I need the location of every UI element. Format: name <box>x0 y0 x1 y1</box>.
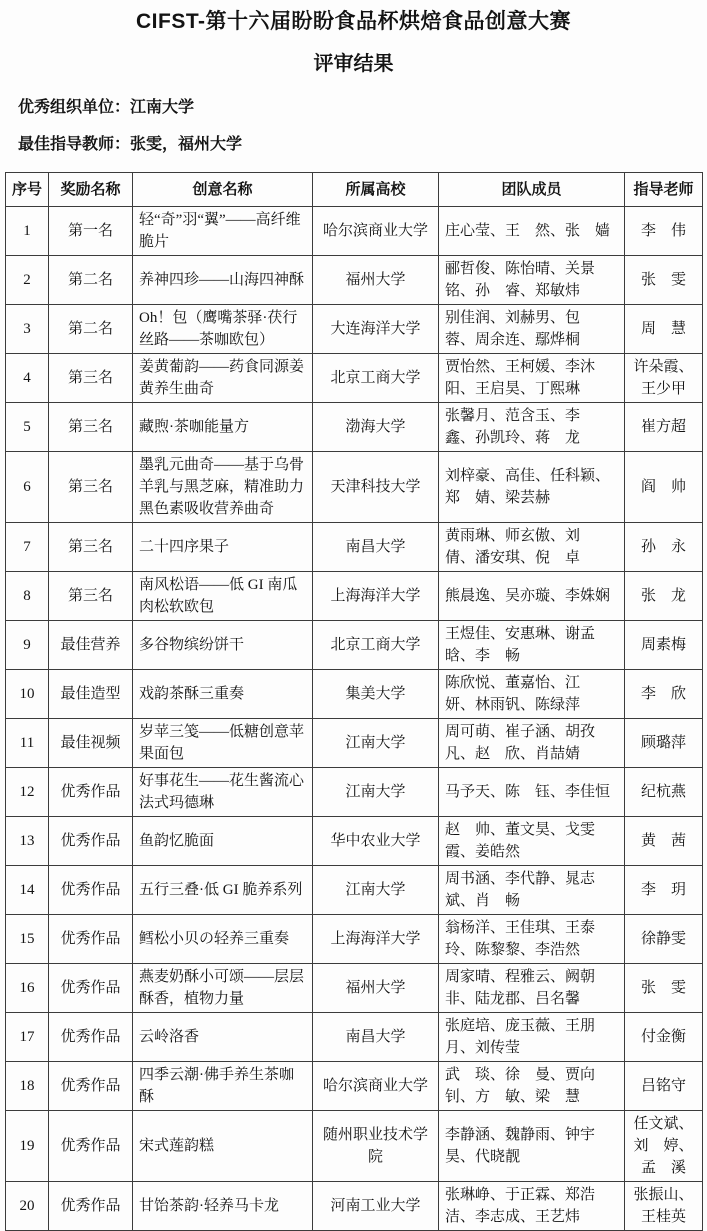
cell-university: 河南工业大学 <box>313 1182 439 1231</box>
cell-advisor: 李 伟 <box>625 207 703 256</box>
cell-team-members: 张庭培、庞玉薇、王朋月、刘传莹 <box>439 1013 625 1062</box>
table-row <box>6 403 703 452</box>
table-row <box>6 1062 703 1111</box>
table-row <box>6 719 703 768</box>
cell-advisor: 周素梅 <box>625 621 703 670</box>
cell-university: 上海海洋大学 <box>313 915 439 964</box>
cell-university: 北京工商大学 <box>313 621 439 670</box>
cell-advisor: 李 欣 <box>625 670 703 719</box>
table-row <box>6 915 703 964</box>
cell-serial-number: 19 <box>6 1111 49 1182</box>
cell-advisor: 纪杭燕 <box>625 768 703 817</box>
header-award-name: 奖励名称 <box>49 173 133 207</box>
notes-block <box>18 98 707 154</box>
table-row <box>6 572 703 621</box>
cell-advisor: 徐静雯 <box>625 915 703 964</box>
cell-creative-name: 五行三叠·低 GI 脆养系列 <box>133 866 313 915</box>
cell-university: 哈尔滨商业大学 <box>313 207 439 256</box>
cell-award-name: 第三名 <box>49 572 133 621</box>
cell-serial-number: 3 <box>6 305 49 354</box>
cell-award-name: 第三名 <box>49 452 133 523</box>
cell-team-members: 赵 帅、董文昊、戈雯霞、姜皓然 <box>439 817 625 866</box>
header-team-members: 团队成员 <box>439 173 625 207</box>
cell-serial-number: 1 <box>6 207 49 256</box>
cell-team-members: 张琳峥、于正霖、郑浩洁、李志成、王艺炜 <box>439 1182 625 1231</box>
cell-creative-name: 墨乳元曲奇——基于乌骨羊乳与黑芝麻，精准助力黑色素吸收营养曲奇 <box>133 452 313 523</box>
cell-team-members: 王煜佳、安惠琳、谢孟晗、李 畅 <box>439 621 625 670</box>
cell-award-name: 优秀作品 <box>49 1062 133 1111</box>
cell-team-members: 李静涵、魏静雨、钟宇昊、代晓靓 <box>439 1111 625 1182</box>
cell-university: 华中农业大学 <box>313 817 439 866</box>
table-row <box>6 866 703 915</box>
cell-serial-number: 11 <box>6 719 49 768</box>
cell-advisor: 张 雯 <box>625 964 703 1013</box>
cell-creative-name: 二十四序果子 <box>133 523 313 572</box>
cell-award-name: 第二名 <box>49 256 133 305</box>
table-row <box>6 1182 703 1231</box>
cell-university: 福州大学 <box>313 256 439 305</box>
cell-award-name: 优秀作品 <box>49 817 133 866</box>
table-row <box>6 452 703 523</box>
cell-creative-name: 岁苹三笺——低糖创意苹果面包 <box>133 719 313 768</box>
cell-team-members: 周家晴、程雅云、阙朝非、陆龙郡、吕名馨 <box>439 964 625 1013</box>
cell-university: 天津科技大学 <box>313 452 439 523</box>
cell-advisor: 孙 永 <box>625 523 703 572</box>
cell-team-members: 贾怡然、王柯媛、李沐阳、王启昊、丁熙琳 <box>439 354 625 403</box>
results-table <box>5 172 703 1231</box>
cell-university: 福州大学 <box>313 964 439 1013</box>
cell-award-name: 优秀作品 <box>49 768 133 817</box>
cell-university: 江南大学 <box>313 768 439 817</box>
cell-creative-name: 藏煦·茶咖能量方 <box>133 403 313 452</box>
cell-team-members: 庄心莹、王 然、张 嫱 <box>439 207 625 256</box>
cell-team-members: 张馨月、范含玉、李 鑫、孙凯玲、蒋 龙 <box>439 403 625 452</box>
cell-award-name: 第三名 <box>49 403 133 452</box>
cell-team-members: 武 琰、徐 曼、贾向钊、方 敏、梁 慧 <box>439 1062 625 1111</box>
cell-creative-name: 四季云潮·佛手养生茶咖酥 <box>133 1062 313 1111</box>
cell-serial-number: 13 <box>6 817 49 866</box>
header-advisor: 指导老师 <box>625 173 703 207</box>
cell-advisor: 阎 帅 <box>625 452 703 523</box>
cell-award-name: 优秀作品 <box>49 866 133 915</box>
table-row <box>6 256 703 305</box>
cell-advisor: 周 慧 <box>625 305 703 354</box>
cell-award-name: 最佳造型 <box>49 670 133 719</box>
cell-award-name: 最佳视频 <box>49 719 133 768</box>
cell-serial-number: 9 <box>6 621 49 670</box>
cell-creative-name: 戏韵茶酥三重奏 <box>133 670 313 719</box>
cell-award-name: 优秀作品 <box>49 915 133 964</box>
cell-serial-number: 15 <box>6 915 49 964</box>
table-row <box>6 670 703 719</box>
table-row <box>6 305 703 354</box>
cell-university: 北京工商大学 <box>313 354 439 403</box>
table-row <box>6 1013 703 1062</box>
cell-serial-number: 17 <box>6 1013 49 1062</box>
cell-creative-name: 鳕松小贝の轻养三重奏 <box>133 915 313 964</box>
cell-serial-number: 16 <box>6 964 49 1013</box>
page-subtitle: 评审结果 <box>313 53 394 75</box>
cell-team-members: 别佳润、刘赫男、包 蓉、周余连、鄢烨桐 <box>439 305 625 354</box>
cell-serial-number: 14 <box>6 866 49 915</box>
cell-team-members: 周书涵、李代静、晁志斌、肖 畅 <box>439 866 625 915</box>
table-row <box>6 621 703 670</box>
cell-serial-number: 5 <box>6 403 49 452</box>
cell-award-name: 第一名 <box>49 207 133 256</box>
cell-advisor: 张 雯 <box>625 256 703 305</box>
cell-university: 哈尔滨商业大学 <box>313 1062 439 1111</box>
cell-creative-name: 姜黄葡韵——药食同源姜黄养生曲奇 <box>133 354 313 403</box>
cell-creative-name: 云岭洛香 <box>133 1013 313 1062</box>
cell-university: 上海海洋大学 <box>313 572 439 621</box>
cell-team-members: 陈欣悦、董嘉怡、江 妍、林雨钒、陈绿萍 <box>439 670 625 719</box>
cell-serial-number: 7 <box>6 523 49 572</box>
cell-university: 随州职业技术学院 <box>313 1111 439 1182</box>
cell-team-members: 黄雨琳、师玄傲、刘 倩、潘安琪、倪 卓 <box>439 523 625 572</box>
cell-team-members: 刘梓豪、高佳、任科颖、郑 婧、梁芸赫 <box>439 452 625 523</box>
cell-team-members: 翁杨洋、王佳琪、王泰玲、陈黎黎、李浩然 <box>439 915 625 964</box>
cell-university: 集美大学 <box>313 670 439 719</box>
cell-advisor: 张 龙 <box>625 572 703 621</box>
cell-creative-name: 宋式莲韵糕 <box>133 1111 313 1182</box>
cell-university: 渤海大学 <box>313 403 439 452</box>
table-row <box>6 354 703 403</box>
results-table-body <box>6 207 703 1231</box>
note-best-advisor: 最佳指导教师：张雯，福州大学 <box>18 136 243 153</box>
table-row <box>6 523 703 572</box>
header-creative-name: 创意名称 <box>133 173 313 207</box>
page-title: CIFST-第十六届盼盼食品杯烘焙食品创意大赛 <box>136 10 571 33</box>
cell-creative-name: 甘饴茶韵·轻养马卡龙 <box>133 1182 313 1231</box>
cell-serial-number: 4 <box>6 354 49 403</box>
results-table-head <box>6 173 703 207</box>
cell-award-name: 优秀作品 <box>49 1111 133 1182</box>
table-row <box>6 817 703 866</box>
table-row <box>6 964 703 1013</box>
table-row <box>6 207 703 256</box>
cell-creative-name: 好事花生——花生酱流心法式玛德琳 <box>133 768 313 817</box>
cell-serial-number: 10 <box>6 670 49 719</box>
cell-team-members: 熊晨逸、吴亦璇、李姝娴 <box>439 572 625 621</box>
cell-serial-number: 20 <box>6 1182 49 1231</box>
cell-team-members: 郦哲俊、陈怡晴、关景铭、孙 睿、郑敏炜 <box>439 256 625 305</box>
cell-advisor: 黄 茜 <box>625 817 703 866</box>
cell-advisor: 李 玥 <box>625 866 703 915</box>
note-best-organizer: 优秀组织单位：江南大学 <box>18 99 195 116</box>
cell-advisor: 吕铭守 <box>625 1062 703 1111</box>
cell-serial-number: 12 <box>6 768 49 817</box>
table-row <box>6 1111 703 1182</box>
cell-advisor: 张振山、王桂英 <box>625 1182 703 1231</box>
cell-team-members: 周可萌、崔子涵、胡孜凡、赵 欣、肖喆婧 <box>439 719 625 768</box>
document-page <box>0 9 707 1231</box>
header-university: 所属高校 <box>313 173 439 207</box>
cell-serial-number: 8 <box>6 572 49 621</box>
cell-advisor: 付金衡 <box>625 1013 703 1062</box>
cell-award-name: 优秀作品 <box>49 1182 133 1231</box>
cell-serial-number: 18 <box>6 1062 49 1111</box>
cell-award-name: 第三名 <box>49 354 133 403</box>
cell-university: 大连海洋大学 <box>313 305 439 354</box>
cell-creative-name: 轻“奇”羽“翼”——高纤维脆片 <box>133 207 313 256</box>
cell-advisor: 许朵霞、王少甲 <box>625 354 703 403</box>
cell-award-name: 最佳营养 <box>49 621 133 670</box>
cell-creative-name: 鱼韵忆脆面 <box>133 817 313 866</box>
cell-creative-name: 南风松语——低 GI 南瓜肉松软欧包 <box>133 572 313 621</box>
table-header-row <box>6 173 703 207</box>
cell-advisor: 任文斌、刘 婷、孟 溪 <box>625 1111 703 1182</box>
cell-university: 南昌大学 <box>313 1013 439 1062</box>
cell-creative-name: 多谷物缤纷饼干 <box>133 621 313 670</box>
cell-award-name: 第二名 <box>49 305 133 354</box>
cell-serial-number: 6 <box>6 452 49 523</box>
cell-team-members: 马予天、陈 钰、李佳恒 <box>439 768 625 817</box>
table-row <box>6 768 703 817</box>
cell-creative-name: 燕麦奶酥小可颂——层层酥香，植物力量 <box>133 964 313 1013</box>
cell-award-name: 优秀作品 <box>49 1013 133 1062</box>
cell-university: 南昌大学 <box>313 523 439 572</box>
cell-university: 江南大学 <box>313 866 439 915</box>
cell-advisor: 顾璐萍 <box>625 719 703 768</box>
cell-award-name: 第三名 <box>49 523 133 572</box>
cell-advisor: 崔方超 <box>625 403 703 452</box>
cell-serial-number: 2 <box>6 256 49 305</box>
cell-award-name: 优秀作品 <box>49 964 133 1013</box>
cell-university: 江南大学 <box>313 719 439 768</box>
cell-creative-name: Oh！包（鹰嘴茶驿·茯行丝路——茶咖欧包） <box>133 305 313 354</box>
cell-creative-name: 养神四珍——山海四神酥 <box>133 256 313 305</box>
header-serial-number: 序号 <box>6 173 49 207</box>
